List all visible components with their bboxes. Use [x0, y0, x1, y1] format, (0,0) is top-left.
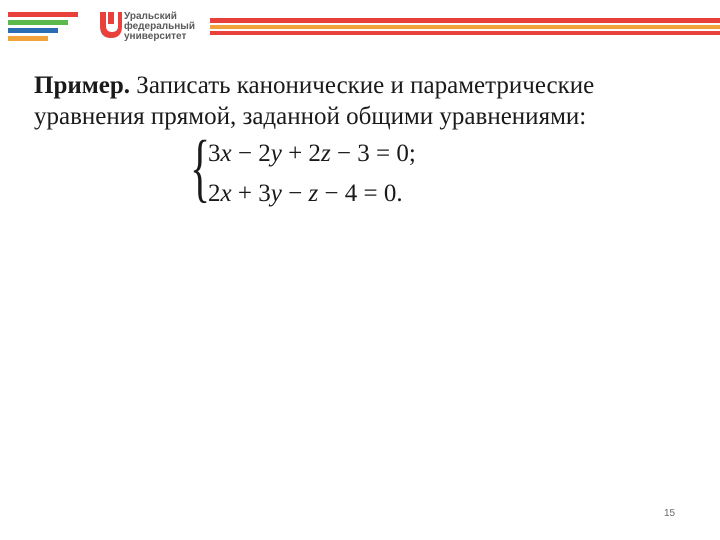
- task-statement: Записать канонические и параметрические уравнения прямой, заданной общими уравнениями:: [34, 72, 595, 130]
- left-stripes-decoration: [8, 12, 78, 42]
- coef: 3: [208, 140, 221, 167]
- right-stripes-decoration: [210, 18, 720, 36]
- term: + 2: [281, 140, 321, 167]
- var-x: x: [220, 180, 232, 207]
- ural-university-logo-icon: [98, 10, 122, 40]
- equation-row-1: [208, 140, 416, 168]
- slide-text: [34, 70, 694, 132]
- term: − 3 = 0;: [330, 140, 416, 167]
- term: −: [281, 180, 309, 207]
- curly-brace: {: [190, 126, 211, 210]
- var-x: x: [220, 140, 232, 167]
- logo-text-line-3: университет: [124, 31, 187, 42]
- var-y: y: [270, 140, 282, 167]
- coef: 2: [208, 180, 221, 207]
- logo-text-line-1: Уральский: [124, 11, 177, 22]
- equation-system: [190, 126, 450, 218]
- university-name: [124, 12, 195, 42]
- logo-text-line-2: федеральный: [124, 21, 195, 32]
- header-bar: [0, 0, 720, 48]
- term: + 3: [231, 180, 271, 207]
- var-z: z: [308, 180, 319, 207]
- term: − 2: [231, 140, 271, 167]
- page-number: 15: [664, 508, 676, 519]
- example-label: Пример.: [34, 72, 131, 99]
- equation-row-2: [208, 180, 403, 208]
- term: − 4 = 0.: [318, 180, 403, 207]
- var-y: y: [270, 180, 282, 207]
- var-z: z: [320, 140, 331, 167]
